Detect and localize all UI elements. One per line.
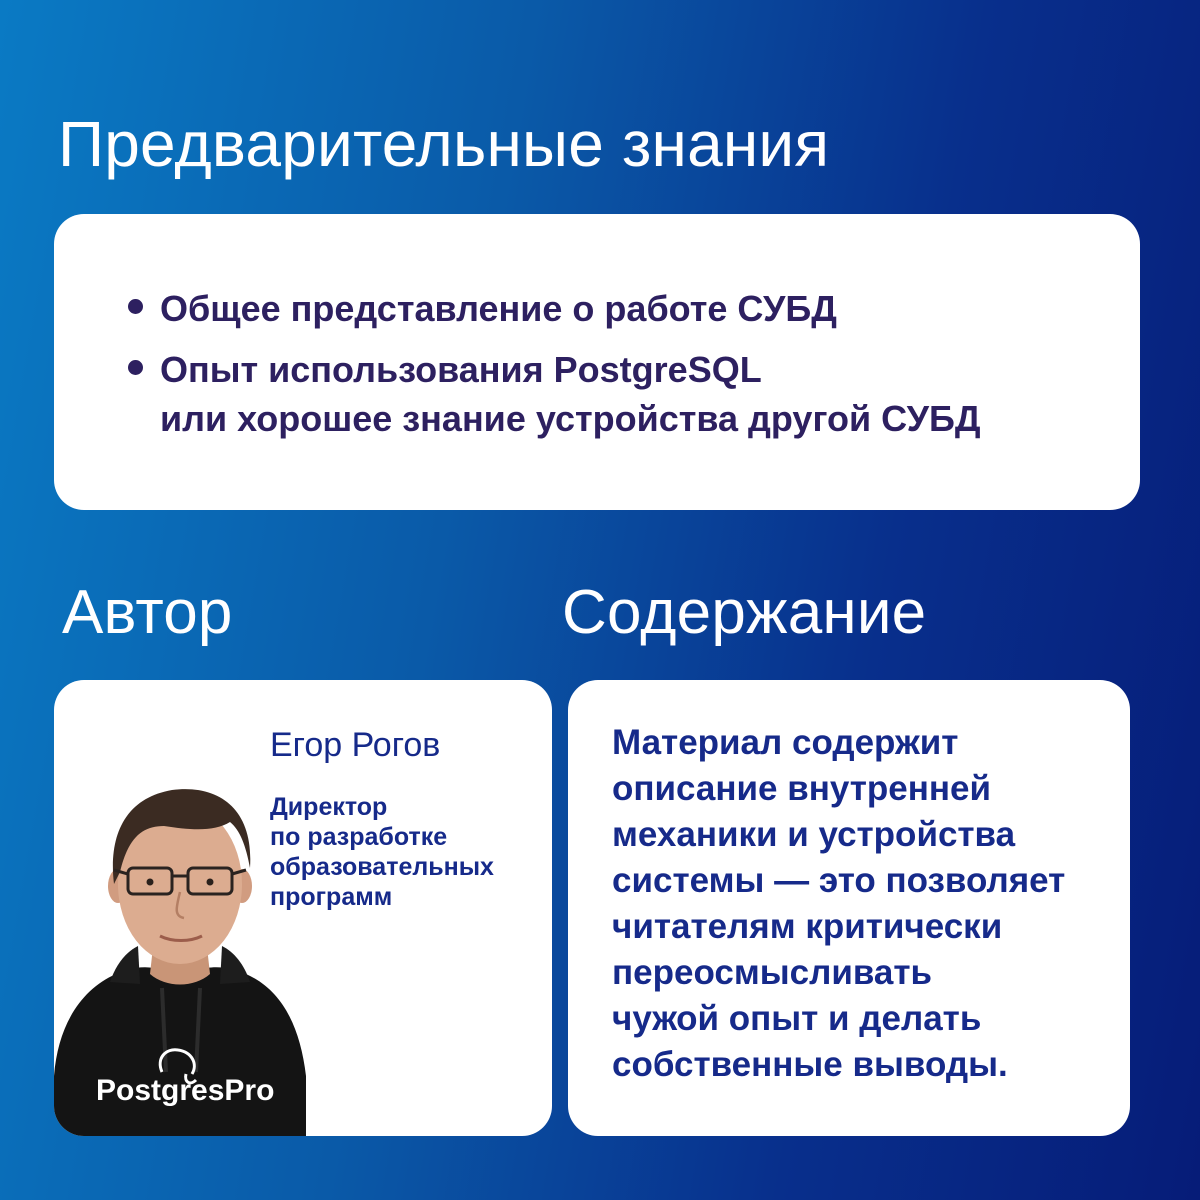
- author-role: [270, 792, 494, 912]
- content-line: Материал содержит: [612, 723, 959, 762]
- list-item: [128, 284, 981, 333]
- list-item-text: или хорошее знание устройства другой СУБД: [160, 398, 981, 439]
- prerequisites-card: [54, 214, 1140, 510]
- prerequisites-list: [128, 284, 981, 455]
- content-card: [568, 680, 1130, 1136]
- content-heading: Содержание: [562, 578, 927, 647]
- author-photo: [54, 776, 306, 1136]
- content-line: собственные выводы.: [612, 1045, 1008, 1084]
- page-title: Предварительные знания: [58, 108, 830, 180]
- author-name: Егор Рогов: [270, 726, 441, 764]
- content-line: описание внутренней: [612, 769, 992, 808]
- content-line: переосмысливать: [612, 953, 933, 992]
- author-role-line: программ: [270, 883, 393, 911]
- author-role-line: образовательных: [270, 853, 494, 881]
- list-item-text: Опыт использования PostgreSQL: [160, 349, 762, 390]
- author-role-line: Директор: [270, 793, 388, 821]
- list-item: [128, 345, 981, 443]
- content-line: читателям критически: [612, 907, 1003, 946]
- author-card: [54, 680, 552, 1136]
- content-line: механики и устройства: [612, 815, 1016, 854]
- author-heading: Автор: [62, 578, 233, 647]
- photo-logo-text: PostgresPro: [96, 1074, 275, 1107]
- list-item-text: Общее представление о работе СУБД: [160, 288, 837, 329]
- content-description: [612, 720, 1065, 1088]
- content-line: системы — это позволяет: [612, 861, 1066, 900]
- content-line: чужой опыт и делать: [612, 999, 982, 1038]
- author-role-line: по разработке: [270, 823, 448, 851]
- bullet-dot-icon: [128, 299, 143, 314]
- bullet-dot-icon: [128, 360, 143, 375]
